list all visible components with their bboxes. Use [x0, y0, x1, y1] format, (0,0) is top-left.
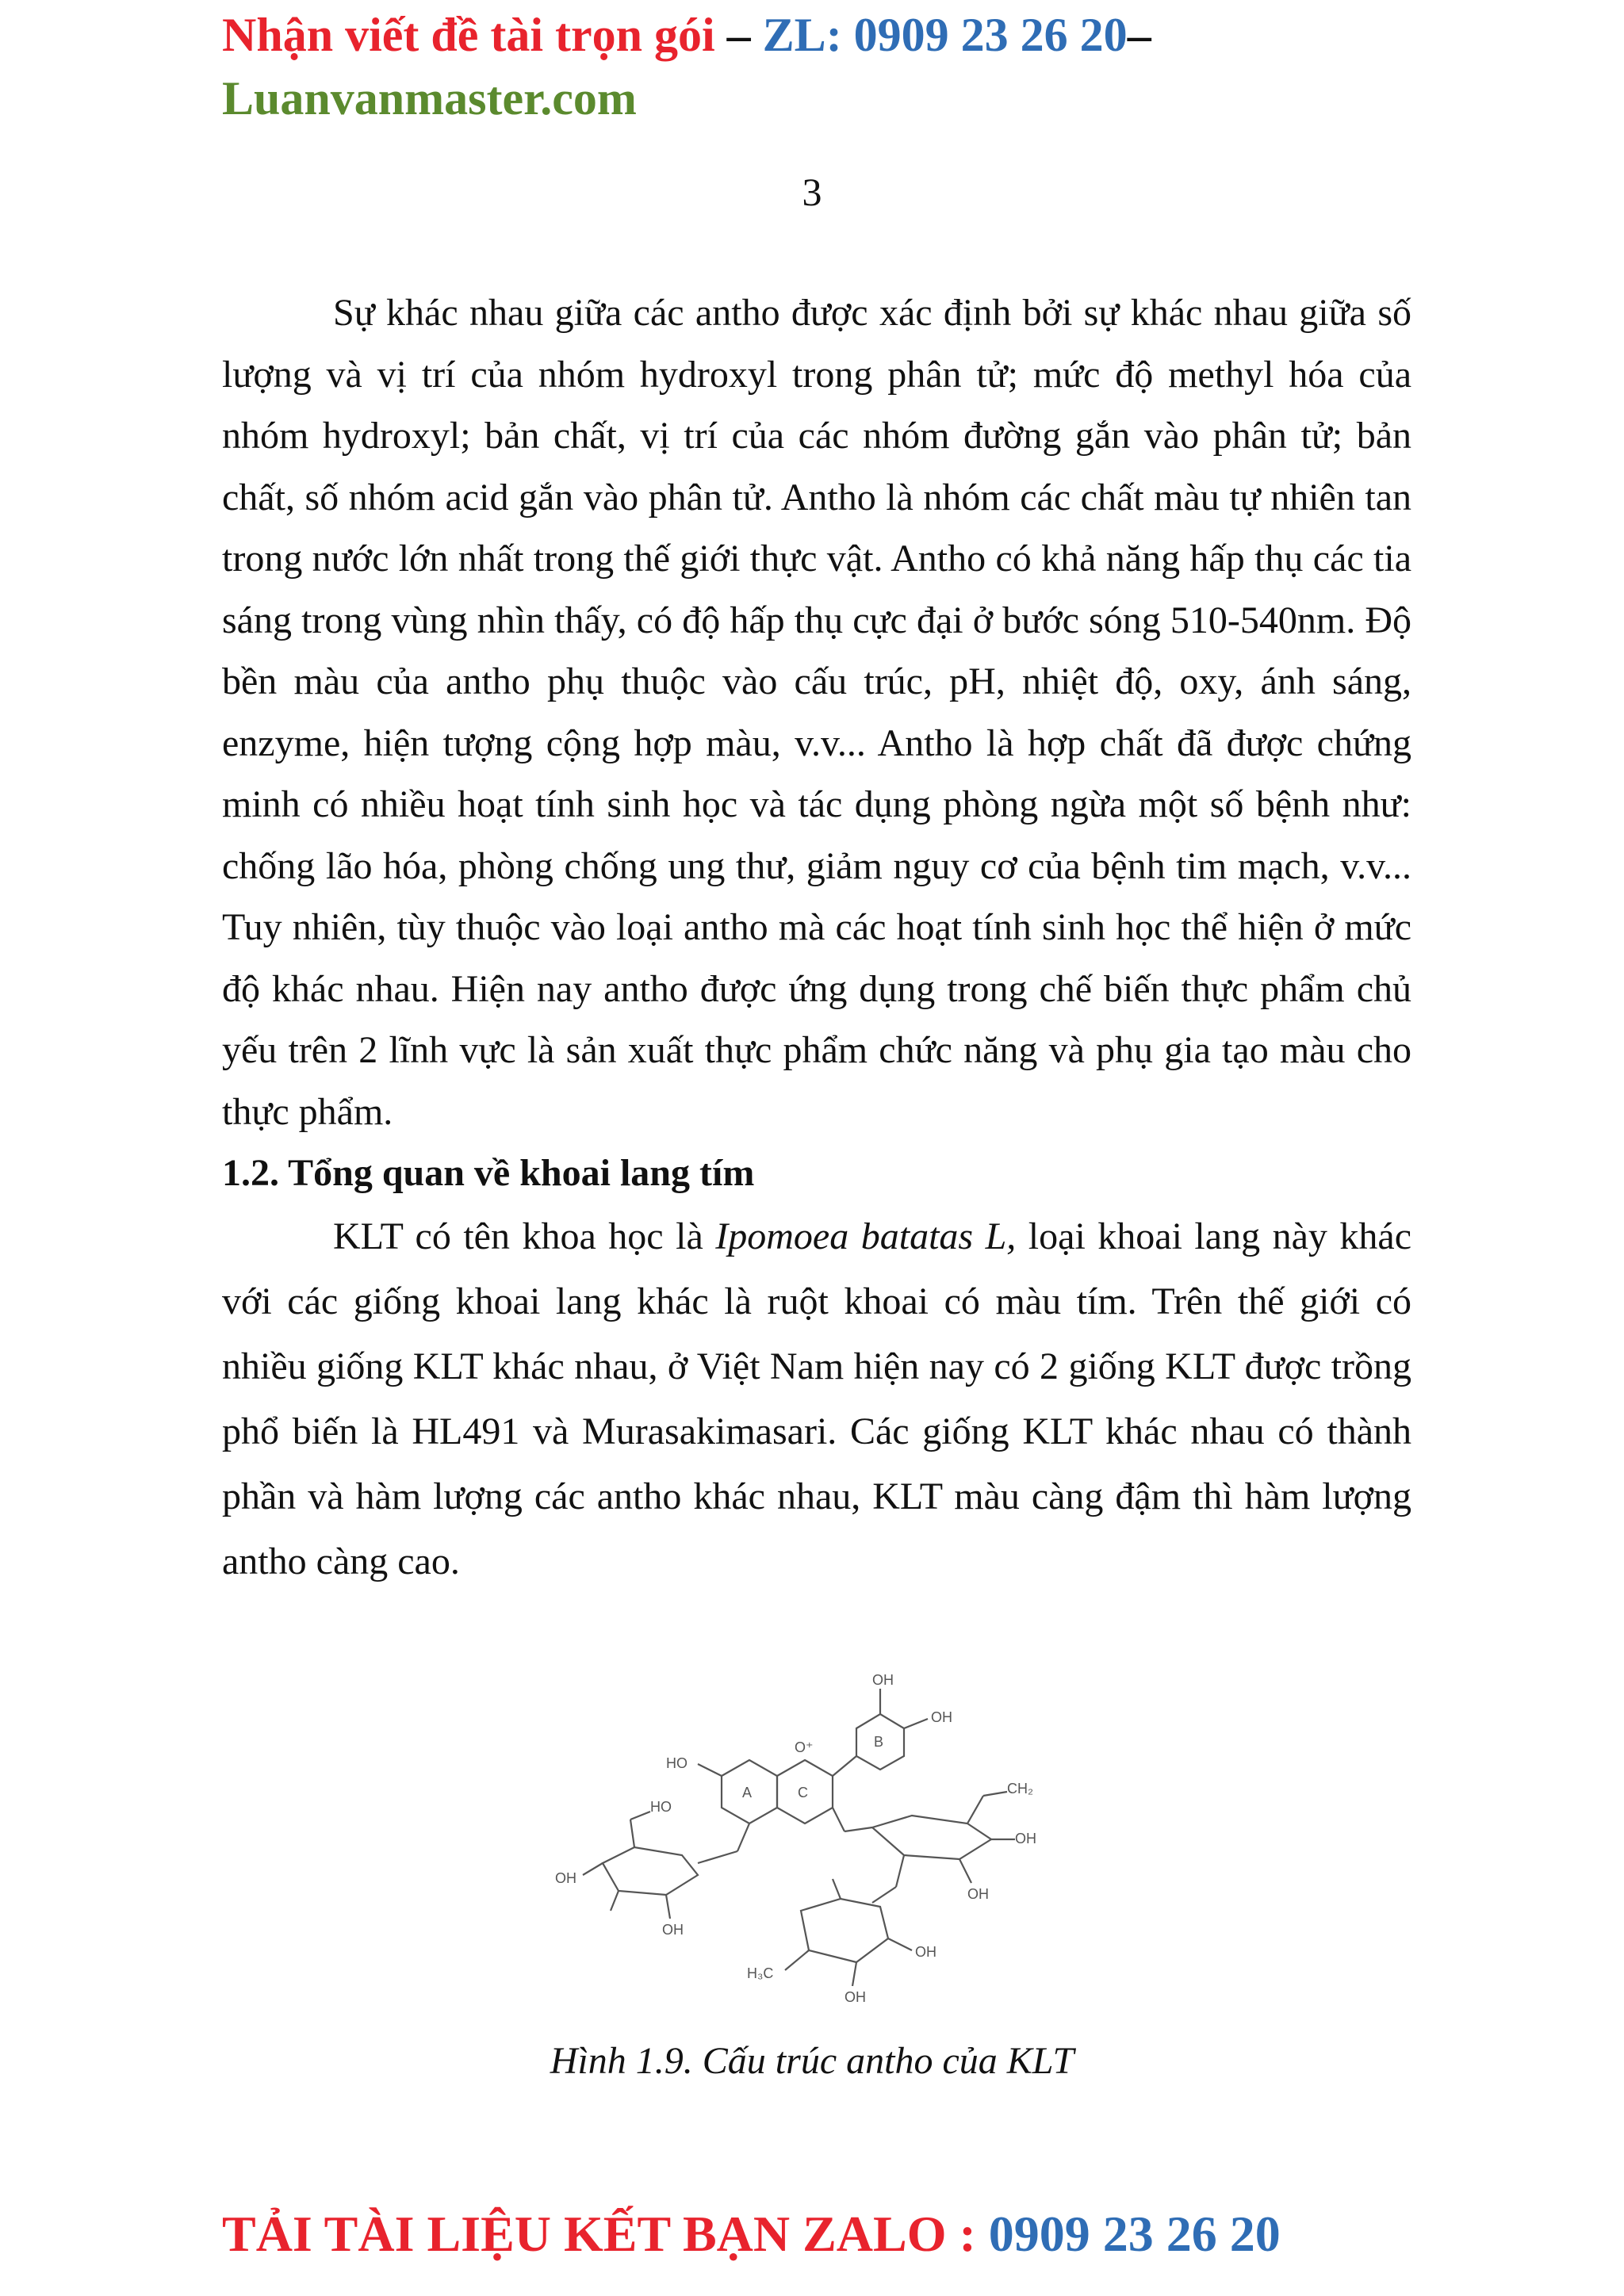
label-oh-left: HO — [666, 1755, 688, 1771]
label-ring-b: B — [874, 1734, 884, 1750]
sugar-ring-1 — [603, 1847, 698, 1895]
label-oh-s3a: OH — [845, 1989, 866, 2005]
paragraph-purple-sweet-potato — [222, 1204, 1411, 1594]
label-oh-s3b: OH — [915, 1944, 936, 1960]
document-body — [222, 282, 1411, 1594]
zalo-contact[interactable]: ZL: 0909 23 26 20 — [762, 9, 1128, 61]
label-oh-s1a: HO — [650, 1799, 672, 1815]
label-oh-s1b: OH — [555, 1870, 576, 1886]
service-text: Nhận viết đề tài trọn gói — [222, 9, 715, 61]
section-heading: 1.2. Tổng quan về khoai lang tím — [222, 1152, 755, 1194]
scientific-name: Ipomoea batatas L, — [715, 1215, 1017, 1257]
sugar-ring-3 — [801, 1899, 888, 1962]
footer-phone[interactable]: 0909 23 26 20 — [988, 2206, 1281, 2262]
molecule-diagram — [539, 1665, 1055, 2014]
paragraph-lead: KLT có tên khoa học là — [333, 1215, 716, 1257]
label-oh-s2b: OH — [967, 1886, 989, 1902]
label-methyl: H₃C — [747, 1965, 774, 1981]
sugar-ring-2 — [872, 1816, 991, 1859]
promo-footer — [222, 2202, 1491, 2266]
footer-text: TẢI TÀI LIỆU KẾT BẠN ZALO : — [222, 2206, 989, 2262]
label-ring-a: A — [742, 1785, 753, 1800]
paragraph-anthocyanin: Sự khác nhau giữa các antho được xác định bởi sự khác nhau giữa số lượng và vị trí của nhóm hydroxyl trong phân tử; mức độ methyl hóa của nhóm hydroxyl; bản chất, vị trí của các nhóm đường gắn vào phân tử; bản chất, số nhóm acid gắn vào phân tử. Antho là nhóm các chất màu tự nhiên tan trong nước lớn nhất trong thế giới thực vật. Antho có khả năng hấp thụ các tia sáng trong vùng nhìn thấy, có độ hấp thụ cực đại ở bước sóng 510-540nm. Độ bền màu của antho phụ thuộc vào cấu trúc, pH, nhiệt độ, oxy, ánh sáng, enzyme, hiện tượng cộng hợp màu, v.v... Antho là hợp chất đã được chứng minh có nhiều hoạt tính sinh học và tác dụng phòng ngừa một số bệnh như: chống lão hóa, phòng chống ung thư, giảm nguy cơ của bệnh tim mạch, v.v... Tuy nhiên, tùy thuộc vào loại antho mà các hoạt tính sinh học thể hiện ở mức độ khác nhau. Hiện nay antho được ứng dụng trong chế biến thực phẩm chủ yếu trên 2 lĩnh vực là sản xuất thực phẩm chức năng và phụ gia tạo màu cho thực phẩm. — [222, 292, 1411, 1133]
label-oh-b2: OH — [931, 1709, 952, 1725]
header-trailing-dash: – — [1127, 9, 1151, 61]
page-number: 3 — [802, 170, 822, 214]
label-oh-s2a: OH — [1015, 1831, 1036, 1846]
label-ch2: CH₂ — [1007, 1781, 1033, 1797]
label-oh-b1: OH — [872, 1672, 894, 1688]
promo-header — [222, 3, 1411, 130]
website-link[interactable]: Luanvanmaster.com — [222, 72, 637, 124]
figure-caption: Hình 1.9. Cấu trúc antho của KLT — [550, 2040, 1074, 2082]
header-separator: – — [714, 9, 763, 61]
paragraph-rest: loại khoai lang này khác với các giống khoai lang khác là ruột khoai có màu tím. Trên thế giới có nhiều giống KLT khác nhau, ở Việt Nam hiện nay có 2 giống KLT được trồng phổ biến là HL491 và Murasakimasari. Các giống KLT khác nhau có thành phần và hàm lượng các antho khác nhau, KLT màu càng đậm thì hàm lượng antho càng cao. — [222, 1215, 1412, 1582]
label-ring-c: C — [798, 1785, 808, 1800]
label-o-plus: O⁺ — [795, 1739, 814, 1755]
anthocyanin-structure-figure — [539, 1665, 1055, 2014]
label-oh-s1c: OH — [662, 1922, 684, 1938]
